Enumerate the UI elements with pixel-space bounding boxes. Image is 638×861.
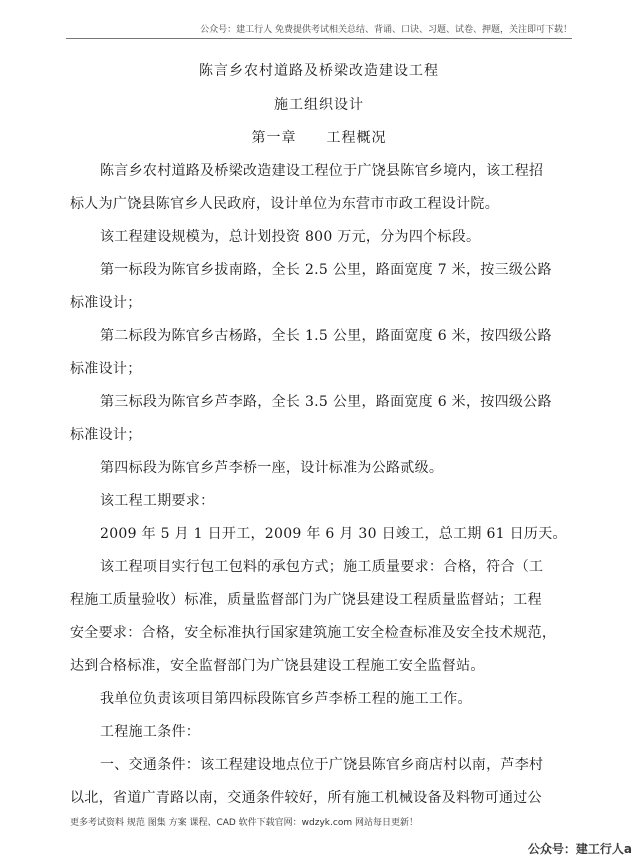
body-line: 一、交通条件：该工程建设地点位于广饶县陈官乡商店村以南，芦李村 xyxy=(100,757,544,773)
body-line: 我单位负责该项目第四标段陈官乡芦李桥工程的施工工作。 xyxy=(100,691,472,707)
body-line: 该工程工期要求： xyxy=(100,493,215,509)
body-line: 以北，省道广青路以南，交通条件较好，所有施工机械设备及料物可通过公 xyxy=(70,790,542,806)
header-divider xyxy=(66,38,572,39)
body-line: 2009 年 5 月 1 日开工，2009 年 6 月 30 日竣工，总工期 61 日历天。 xyxy=(100,526,567,542)
body-line: 达到合格标准，安全监督部门为广饶县建设工程施工安全监督站。 xyxy=(70,658,485,674)
document-subtitle: 施工组织设计 xyxy=(274,97,364,113)
body-line: 标准设计； xyxy=(70,427,142,443)
header-note: 公众号：建工行人 免费提供考试相关总结、背诵、口诀、习题、试卷、押题，关注即可下载！ xyxy=(200,25,572,35)
body-line: 第四标段为陈官乡芦李桥一座，设计标准为公路贰级。 xyxy=(100,460,444,476)
body-line: 工程施工条件： xyxy=(100,724,201,740)
watermark-label: 公众号：建工行人a xyxy=(527,842,632,856)
body-line: 该工程建设规模为，总计划投资 800 万元，分为四个标段。 xyxy=(100,229,481,245)
body-line: 程施工质量验收）标准，质量监督部门为广饶县建设工程质量监督站；工程 xyxy=(70,592,542,608)
body-line: 标人为广饶县陈官乡人民政府，设计单位为东营市市政工程设计院。 xyxy=(70,196,499,212)
body-line: 该工程项目实行包工包料的承包方式；施工质量要求：合格，符合（工 xyxy=(100,559,544,575)
body-line: 第三标段为陈官乡芦李路，全长 3.5 公里，路面宽度 6 米，按四级公路 xyxy=(100,394,552,410)
body-line: 陈言乡农村道路及桥梁改造建设工程位于广饶县陈官乡境内，该工程招 xyxy=(100,163,544,179)
chapter-heading: 第一章 工程概况 xyxy=(251,130,387,146)
body-line: 标准设计； xyxy=(70,361,142,377)
body-line: 安全要求：合格，安全标准执行国家建筑施工安全检查标准及安全技术规范， xyxy=(70,625,557,641)
body-line: 第一标段为陈官乡拔南路，全长 2.5 公里，路面宽度 7 米，按三级公路 xyxy=(100,262,552,278)
body-line: 标准设计； xyxy=(70,295,142,311)
body-line: 第二标段为陈官乡古杨路，全长 1.5 公里，路面宽度 6 米，按四级公路 xyxy=(100,328,552,344)
document-title: 陈言乡农村道路及桥梁改造建设工程 xyxy=(199,63,439,79)
footer-note: 更多考试资料 规范 图集 方案 课程、CAD 软件下载官网：wdzyk.com 网站每日更新！ xyxy=(70,818,418,828)
